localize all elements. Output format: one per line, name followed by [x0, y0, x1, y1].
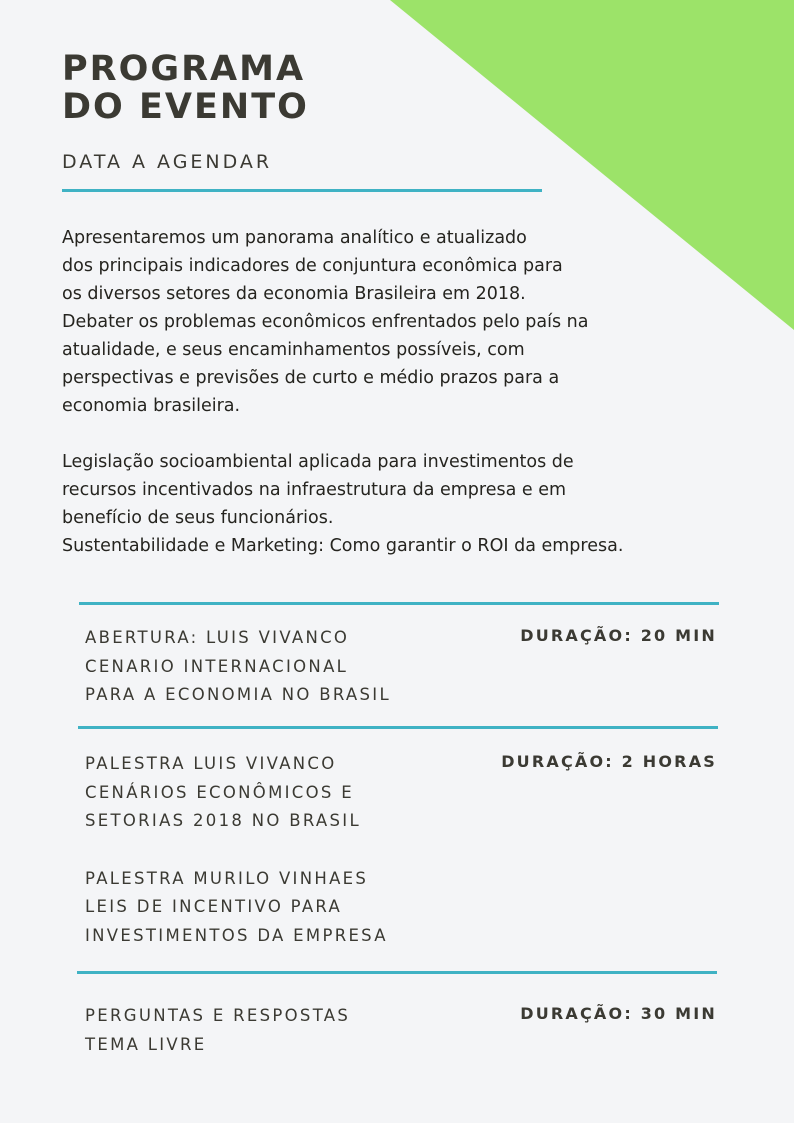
event-date: DATA A AGENDAR	[62, 151, 273, 173]
event-description	[62, 224, 762, 560]
schedule-item-perguntas	[85, 1002, 717, 1059]
schedule-divider	[78, 726, 718, 729]
schedule-item-abertura	[85, 624, 717, 710]
schedule-divider	[79, 602, 719, 605]
schedule-item-text	[85, 750, 717, 950]
description-line: atualidade, e seus encaminhamentos possíveis, com	[62, 340, 525, 360]
description-line: Apresentaremos um panorama analítico e atualizado	[62, 228, 527, 248]
schedule-line: INVESTIMENTOS DA EMPRESA	[85, 925, 388, 945]
paragraph-spacer	[62, 420, 762, 448]
duration-label: DURAÇÃO: 30 MIN	[520, 1004, 717, 1023]
description-line: dos principais indicadores de conjuntura econômica para	[62, 256, 563, 276]
schedule-line: PALESTRA MURILO VINHAES	[85, 868, 369, 888]
title-line-2: DO EVENTO	[62, 87, 309, 127]
header-divider	[62, 189, 542, 192]
schedule-line: TEMA LIVRE	[85, 1034, 207, 1054]
description-line: os diversos setores da economia Brasileira em 2018.	[62, 284, 526, 304]
description-line: Sustentabilidade e Marketing: Como garantir o ROI da empresa.	[62, 536, 624, 556]
page-title	[62, 50, 309, 126]
description-line: recursos incentivados na infraestrutura da empresa e em	[62, 480, 567, 500]
schedule-line: LEIS DE INCENTIVO PARA	[85, 897, 343, 916]
description-line: benefício de seus funcionários.	[62, 508, 334, 528]
description-line: perspectivas e previsões de curto e médio prazos para a	[62, 368, 560, 388]
schedule-line: CENÁRIOS ECONÔMICOS E	[85, 782, 354, 802]
item-spacer	[85, 836, 717, 865]
schedule-line: PARA A ECONOMIA NO BRASIL	[85, 685, 391, 704]
description-line: economia brasileira.	[62, 396, 241, 416]
schedule-divider	[77, 971, 717, 974]
schedule-item-palestras	[85, 750, 717, 950]
description-line: Legislação socioambiental aplicada para investimentos de	[62, 452, 574, 472]
schedule-line: SETORIAS 2018 NO BRASIL	[85, 811, 361, 830]
title-line-1: PROGRAMA	[62, 49, 306, 89]
description-line: Debater os problemas econômicos enfrentados pelo país na	[62, 312, 589, 332]
duration-label: DURAÇÃO: 2 HORAS	[501, 752, 717, 771]
schedule-line: ABERTURA: LUIS VIVANCO	[85, 628, 350, 647]
schedule-line: CENARIO INTERNACIONAL	[85, 656, 349, 676]
duration-label: DURAÇÃO: 20 MIN	[520, 626, 717, 645]
schedule-line: PALESTRA LUIS VIVANCO	[85, 754, 337, 773]
schedule-line: PERGUNTAS E RESPOSTAS	[85, 1006, 351, 1025]
